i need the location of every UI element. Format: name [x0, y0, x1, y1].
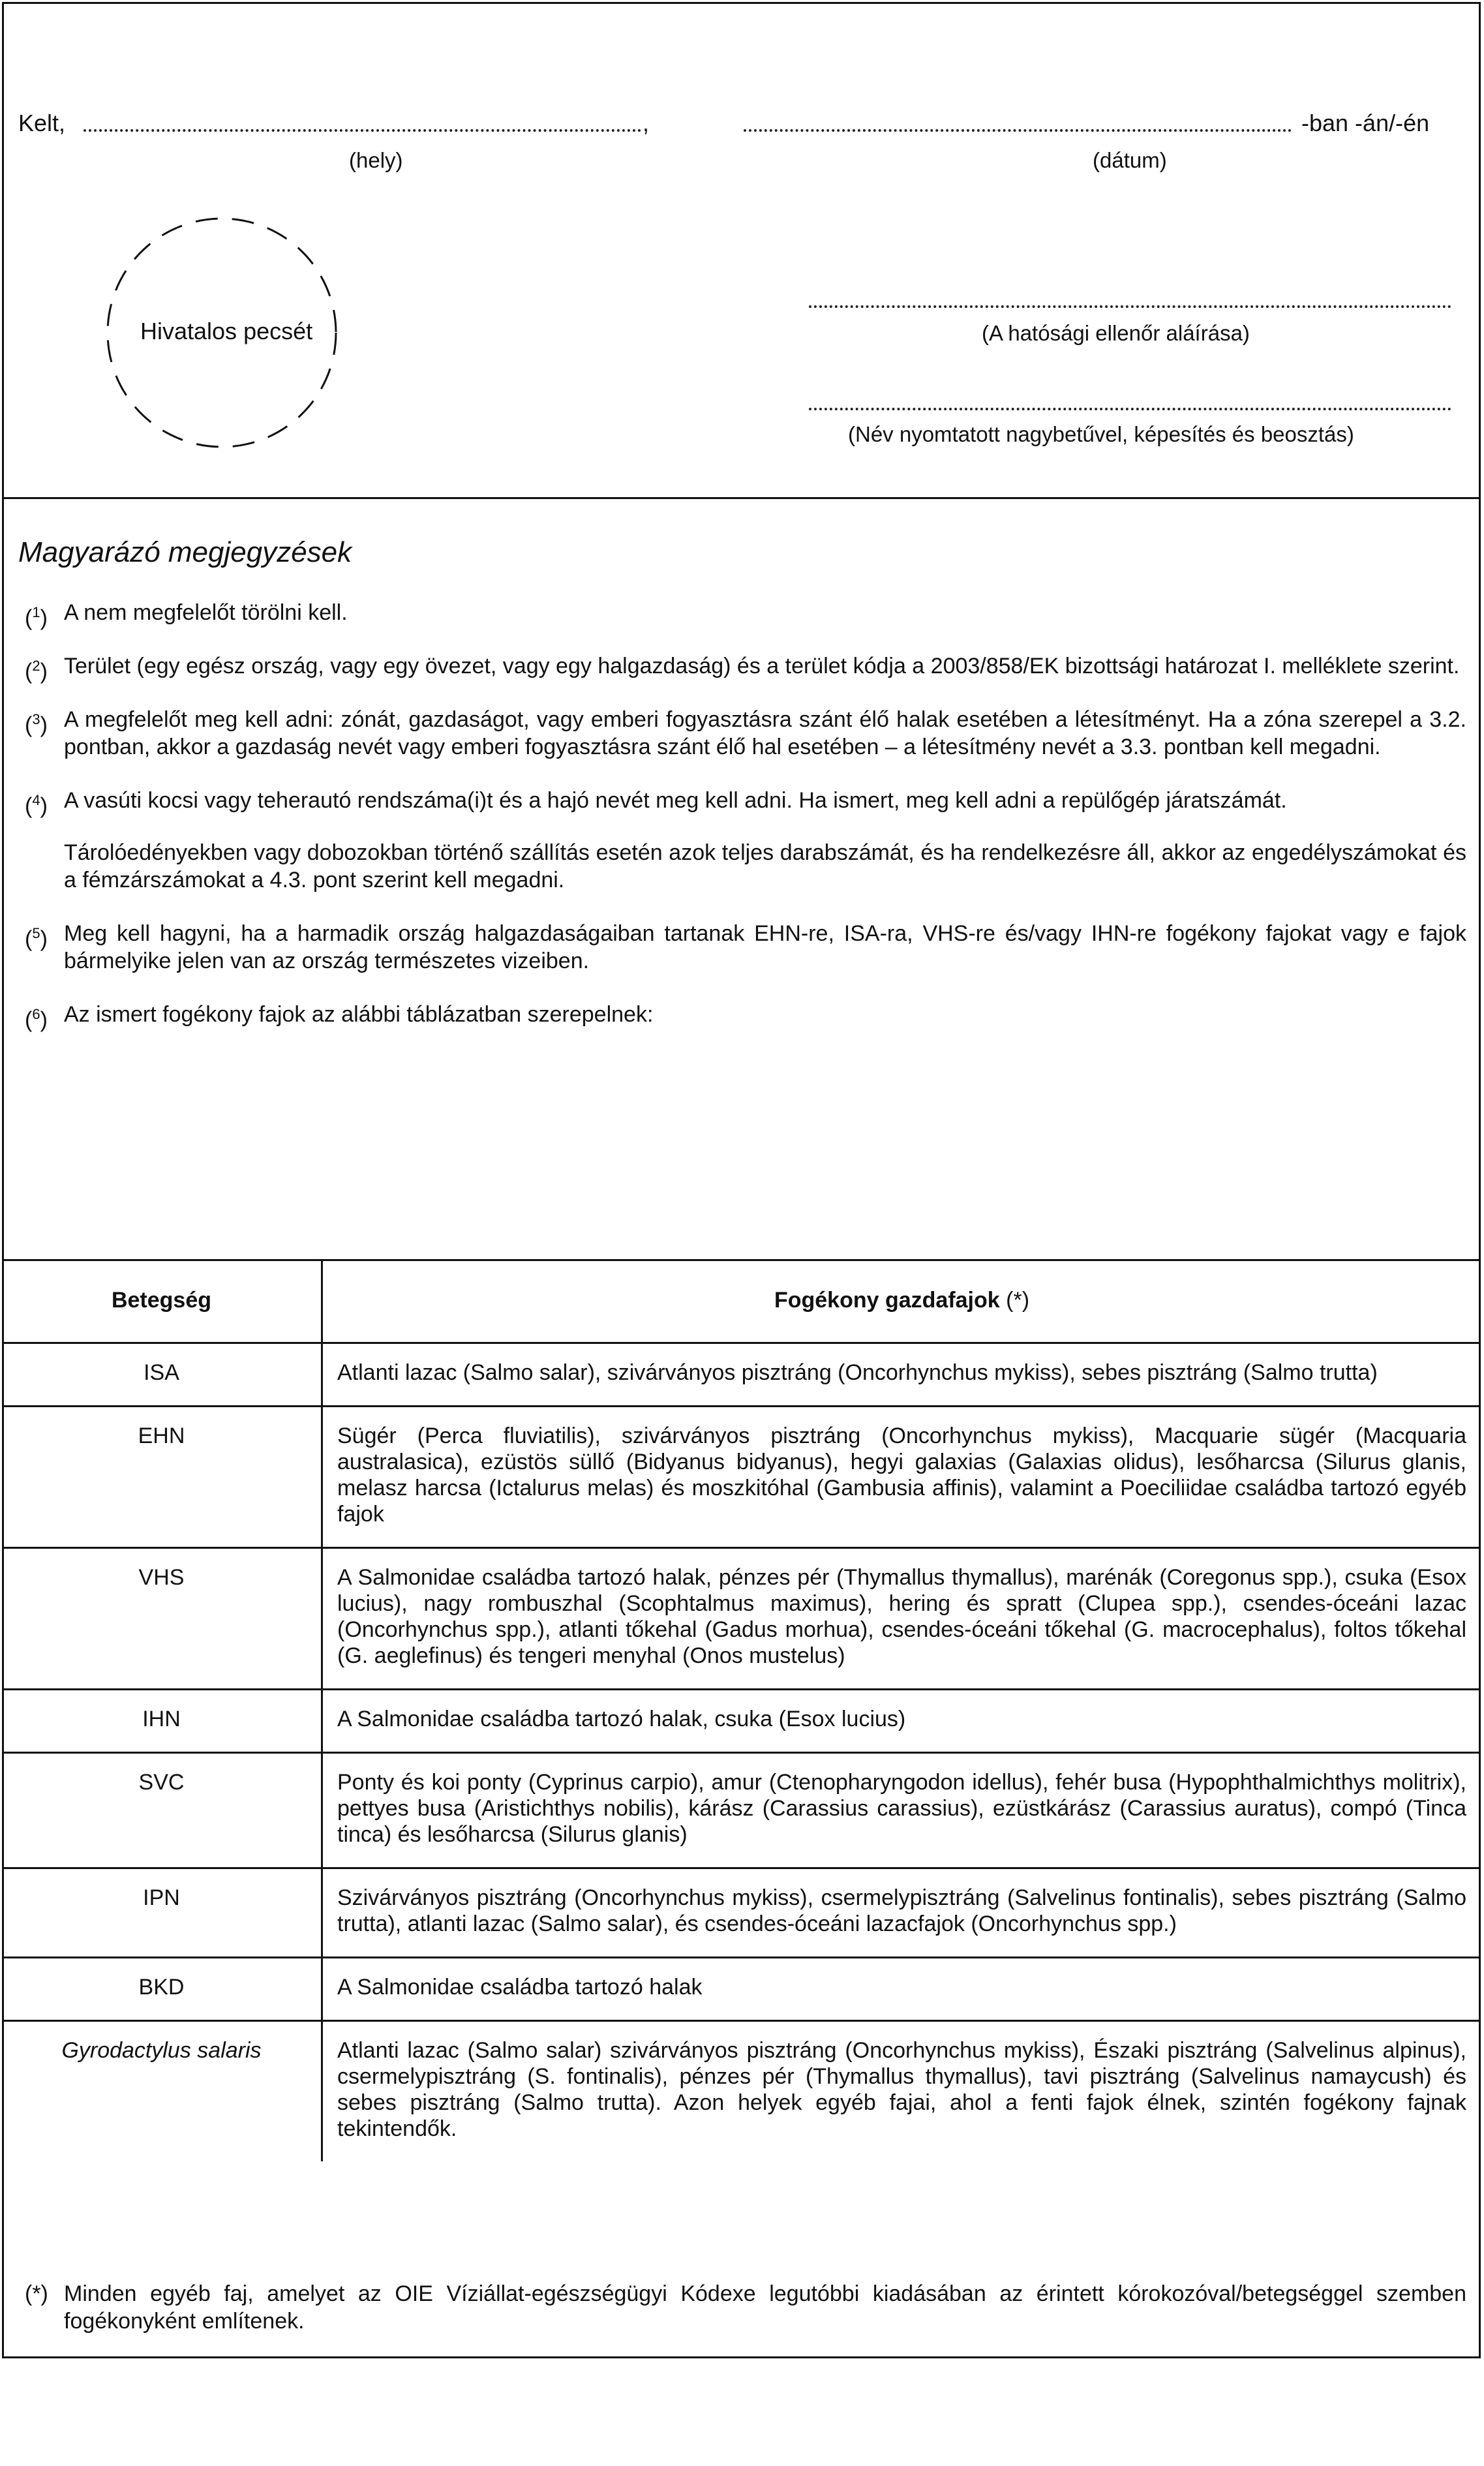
table-row: [2, 1753, 1481, 1868]
table-row: [2, 2021, 1481, 2162]
species-cell: Ponty és koi ponty (Cyprinus carpio), amur (Ctenopharyngodon idellus), fehér busa (Hypophthalmichthys molitrix), pettyes busa (Aristichthys nobilis), kárász (Carassius carassius), ezüstkárász (Carassius auratus), compó (Tinca tinca) és lesőharcsa (Silurus glanis): [322, 1753, 1481, 1868]
disease-cell: VHS: [2, 1548, 322, 1690]
disease-cell: IPN: [2, 1868, 322, 1958]
name-caption: (Név nyomtatott nagybetűvel, képesítés és beosztás): [848, 422, 1354, 446]
note-5: ($^5$) Meg kell hagyni, ha a harmadik ország halgazdaságaiban tartanak EHN-re, ISA-ra, VHS-re és/vagy IHN-re fogékony fajokat vagy e fajok bármelyike jelen van az ország természetes vizeiben.: [25, 921, 1466, 973]
table-row: [2, 1958, 1481, 2021]
kelt-label: Kelt,: [18, 110, 66, 136]
note-1: ($^1$) A nem megfelelőt törölni kell.: [25, 600, 348, 631]
ban-suffix: -ban -án/-én: [1301, 110, 1430, 136]
note-4-continuation: [18, 839, 1466, 894]
notes-title: Magyarázó megjegyzések: [18, 536, 352, 568]
species-cell: A Salmonidae családba tartozó halak, pénzes pér (Thymallus thymallus), marénák (Coregonus spp.), csuka (Esox lucius), nagy rombuszhal (Scophtalmus maximus), hering és spratt (Clupea spp.), csendes-óceáni lazac (Oncorhynchus spp.), atlanti tőkehal (Gadus morhua), csendes-óceáni tőkehal (G. macrocephalus), foltos tőkehal (G. aeglefinus) és tengeri menyhal (Onos mustelus): [322, 1548, 1481, 1690]
note-4: ($^4$) A vasúti kocsi vagy teherautó rendszáma(i)t és a hajó nevét meg kell adni. Ha ismert, meg kell adni a repülőgép járatszámát.: [25, 788, 1287, 819]
explanatory-notes: [18, 536, 1466, 1054]
stamp-label: Hivatalos pecsét: [140, 318, 313, 344]
table-row: [2, 1407, 1481, 1548]
species-cell: Atlanti lazac (Salmo salar), szivárványos pisztráng (Oncorhynchus mykiss), sebes pisztráng (Salmo trutta): [322, 1343, 1481, 1407]
note-text: A nem megfelelőt törölni kell.: [64, 600, 348, 625]
table-row: [2, 1548, 1481, 1690]
column-header-disease: Betegség: [2, 1260, 322, 1343]
column-header-species: Fogékony gazdafajok (*): [322, 1260, 1481, 1343]
date-field-dots[interactable]: [744, 129, 1292, 132]
species-cell: A Salmonidae családba tartozó halak, csuka (Esox lucius): [322, 1690, 1481, 1753]
note-text: A megfelelőt meg kell adni: zónát, gazdaságot, vagy emberi fogyasztásra szánt élő halak esetében a létesítményt. Ha a zóna szerepel a 3.2. pontban, akkor a gazdaság nevét vagy emberi fogyasztásra szánt élő hal esetében – a létesítmény nevét a 3.3. pontban kell megadni.: [64, 707, 1466, 759]
footnote-text: Minden egyéb faj, amelyet az OIE Víziállat-egészségügyi Kódexe legutóbbi kiadásában az érintett kórokozóval/betegséggel szemben fogékonyként említenek.: [64, 2281, 1466, 2334]
name-field-dots[interactable]: [809, 408, 1451, 410]
disease-cell: Gyrodactylus salaris: [2, 2021, 322, 2162]
disease-cell: ISA: [2, 1343, 322, 1407]
disease-cell: IHN: [2, 1690, 322, 1753]
table-header-row: [2, 1260, 1481, 1343]
note-text: A vasúti kocsi vagy teherautó rendszáma(i)t és a hajó nevét meg kell adni. Ha ismert, meg kell adni a repülőgép járatszámát.: [64, 788, 1287, 813]
disease-cell: SVC: [2, 1753, 322, 1868]
place-comma: ,: [643, 110, 650, 136]
signature-caption: (A hatósági ellenőr aláírása): [982, 321, 1250, 345]
place-caption: (hely): [349, 148, 403, 172]
species-cell: Atlanti lazac (Salmo salar) szivárványos pisztráng (Oncorhynchus mykiss), Északi pisztráng (Salvelinus alpinus), csermelypisztráng (S. fontinalis), pénzes pér (Thymallus thymallus), tavi pisztráng (Salvelinus namaycush) és sebes pisztráng (Salmo trutta). Azon helyek egyéb fajai, ahol a fenti fajok élnek, szintén fogékony fajnak tekintendők.: [322, 2021, 1481, 2162]
place-field-dots[interactable]: [83, 129, 641, 132]
note-text: Tárolóedényekben vagy dobozokban történő szállítás esetén azok teljes darabszámát, és ha rendelkezésre áll, akkor az engedélyszámokat és a fémzárszámokat a 4.3. pont szerint kell megadni.: [64, 840, 1466, 892]
note-text: Terület (egy egész ország, vagy egy övezet, vagy egy halgazdaság) és a terület kódja a 2003/858/EK bizottsági határozat I. melléklete szerint.: [64, 654, 1460, 678]
note-6: ($^6$) Az ismert fogékony fajok az alábbi táblázatban szerepelnek:: [25, 1002, 654, 1033]
disease-cell: BKD: [2, 1958, 322, 2021]
date-caption: (dátum): [1093, 148, 1167, 172]
note-2: ($^2$) Terület (egy egész ország, vagy egy övezet, vagy egy halgazdaság) és a terület kódja a 2003/858/EK bizottsági határozat I. melléklete szerint.: [25, 654, 1460, 684]
table-row: [2, 1343, 1481, 1407]
table-row: [2, 1868, 1481, 1958]
species-cell: Szivárványos pisztráng (Oncorhynchus mykiss), csermelypisztráng (Salvelinus fontinalis), sebes pisztráng (Salmo trutta), atlanti lazac (Salmo salar), és csendes-óceáni lazacfajok (Oncorhynchus spp.): [322, 1868, 1481, 1958]
susceptible-species-table: [2, 1259, 1481, 2161]
note-text: Meg kell hagyni, ha a harmadik ország halgazdaságaiban tartanak EHN-re, ISA-ra, VHS-re és/vagy IHN-re fogékony fajokat vagy e fajok bármelyike jelen van az ország természetes vizeiben.: [64, 921, 1466, 973]
signature-field-dots[interactable]: [809, 305, 1451, 308]
footnote-mark: (*): [25, 2281, 48, 2306]
table-footnote: [18, 2280, 1466, 2335]
table-row: [2, 1690, 1481, 1753]
note-3: ($^3$) A megfelelőt meg kell adni: zónát, gazdaságot, vagy emberi fogyasztásra szánt élő halak esetében a létesítményt. Ha a zóna szerepel a 3.2. pontban, akkor a gazdaság nevét vagy emberi fogyasztásra szánt élő hal esetében – a létesítmény nevét a 3.3. pontban kell megadni.: [25, 707, 1466, 759]
species-cell: A Salmonidae családba tartozó halak: [322, 1958, 1481, 2021]
note-text: Az ismert fogékony fajok az alábbi táblázatban szerepelnek:: [64, 1002, 654, 1027]
species-cell: Sügér (Perca fluviatilis), szivárványos pisztráng (Oncorhynchus mykiss), Macquarie sügér (Macquaria australasica), ezüstös süllő (Bidyanus bidyanus), hegyi galaxias (Galaxias olidus), lesőharcsa (Silurus glanis, melasz harcsa (Ictalurus melas) és moszkitóhal (Gambusia affinis), valamint a Poeciliidae családba tartozó egyéb fajok: [322, 1407, 1481, 1548]
header-divider: [2, 497, 1481, 499]
disease-cell: EHN: [2, 1407, 322, 1548]
